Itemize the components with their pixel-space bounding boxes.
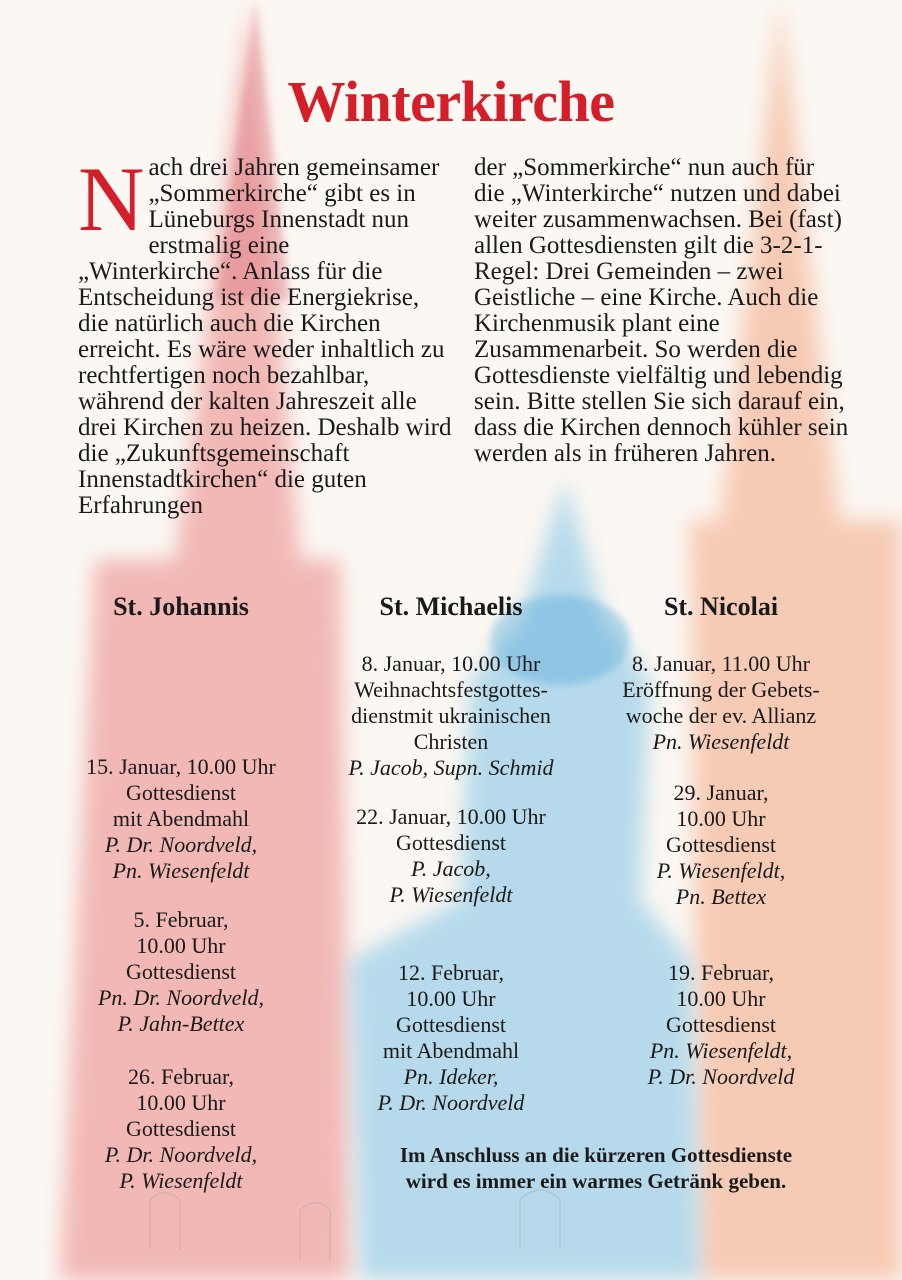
event-ministers-2: P. Jahn-Bettex: [117, 1011, 245, 1036]
event-ministers-2: P. Wiesenfeldt: [389, 882, 513, 907]
dropcap-letter: N: [78, 148, 145, 250]
intro-text-left: ach drei Jahren gemeinsamer „Sommerkirche“ gibt es in Lüneburgs Innenstadt nun erstmalig eine „Winterkirche“. Anlass für die Entscheidung ist die Energiekrise, die natürlich auch die Kirchen erreicht. Es wäre weder inhaltlich zu rechtfertigen noch bezahlbar, während der kalten Jahreszeit alle drei Kirchen zu heizen. Deshalb wird die „Zukunftsgemeinschaft Innenstadtkirchen“ die guten Erfahrungen: [78, 154, 452, 519]
event-ministers-2: P. Dr. Noordveld: [647, 1064, 795, 1089]
page-title: Winterkirche: [287, 69, 615, 134]
closing-line-2: wird es immer ein warmes Getränk geben.: [405, 1169, 787, 1193]
event-ministers: P. Dr. Noordveld,: [104, 832, 258, 857]
event-time: 10.00 Uhr: [676, 806, 766, 831]
closing-note: [336, 1142, 856, 1194]
event-ministers-2: P. Dr. Noordveld: [377, 1090, 525, 1115]
event-date: 12. Februar,: [397, 960, 505, 985]
event-ministers: P. Jacob,: [411, 856, 491, 881]
event-nicolai-3: [601, 960, 841, 1090]
event-service-3: Christen: [413, 729, 489, 754]
event-date: 22. Januar, 10.00 Uhr: [356, 804, 546, 829]
intro-column-right: [474, 155, 850, 467]
church-heading-johannis: St. Johannis: [113, 592, 249, 621]
event-service: Gottesdienst: [396, 830, 506, 855]
event-date: 26. Februar,: [127, 1064, 235, 1089]
church-heading-nicolai: St. Nicolai: [663, 592, 779, 621]
event-service: Gottesdienst: [666, 832, 776, 857]
event-nicolai-1: [601, 651, 841, 755]
event-ministers: Pn. Ideker,: [403, 1064, 499, 1089]
event-michaelis-3: [331, 960, 571, 1116]
event-ministers-2: P. Wiesenfeldt: [119, 1168, 243, 1193]
church-heading-michaelis: St. Michaelis: [379, 592, 523, 621]
event-service: Gottesdienst: [666, 1012, 776, 1037]
event-ministers: P. Dr. Noordveld,: [104, 1142, 258, 1167]
event-ministers-2: Pn. Wiesenfeldt: [112, 858, 250, 883]
event-extra: mit Abendmahl: [382, 1038, 520, 1063]
event-michaelis-2: [331, 804, 571, 908]
event-ministers: Pn. Wiesenfeldt: [652, 729, 790, 754]
event-johannis-2: [61, 907, 301, 1037]
event-date: 15. Januar, 10.00 Uhr: [86, 754, 276, 779]
event-date: 8. Januar, 11.00 Uhr: [632, 651, 810, 676]
event-service: Gottesdienst: [396, 1012, 506, 1037]
event-extra: mit Abendmahl: [112, 806, 250, 831]
event-johannis-1: [61, 754, 301, 884]
event-time: 10.00 Uhr: [136, 1090, 226, 1115]
event-service-2: woche der ev. Allianz: [625, 703, 817, 728]
event-ministers: P. Jacob, Supn. Schmid: [348, 755, 554, 780]
event-ministers: P. Wiesenfeldt,: [656, 858, 786, 883]
event-date: 19. Februar,: [667, 960, 775, 985]
event-nicolai-2: [601, 780, 841, 910]
event-date: 5. Februar,: [133, 907, 229, 932]
event-date: 29. Januar,: [673, 780, 769, 805]
event-service: Gottesdienst: [126, 959, 236, 984]
event-time: 10.00 Uhr: [676, 986, 766, 1011]
event-time: 10.00 Uhr: [406, 986, 496, 1011]
event-service-2: dienstmit ukrainischen: [351, 703, 551, 728]
event-johannis-3: [61, 1064, 301, 1194]
event-date: 8. Januar, 10.00 Uhr: [361, 651, 541, 676]
event-service: Gottesdienst: [126, 780, 236, 805]
event-service: Weihnachtsfestgottes-: [354, 677, 548, 702]
event-service: Gottesdienst: [126, 1116, 236, 1141]
event-ministers: Pn. Wiesenfeldt,: [649, 1038, 793, 1063]
intro-text-right: der „Sommerkirche“ nun auch für die „Winterkirche“ nutzen und dabei weiter zusammenwachsen. Bei (fast) allen Gottesdiensten gilt die 3-2-1-Regel: Drei Gemeinden – zwei Geistliche – eine Kirche. Auch die Kirchenmusik plant eine Zusammenarbeit. So werden die Gottesdienste vielfältig und lebendig sein. Bitte stellen Sie sich darauf ein, dass die Kirchen dennoch kühler sein werden als in früheren Jahren.: [474, 154, 849, 467]
event-ministers-2: Pn. Bettex: [675, 884, 767, 909]
event-michaelis-1: [331, 651, 571, 781]
event-service: Eröffnung der Gebets-: [622, 677, 820, 702]
event-time: 10.00 Uhr: [136, 933, 226, 958]
event-ministers: Pn. Dr. Noordveld,: [97, 985, 264, 1010]
intro-column-left: [78, 148, 454, 519]
closing-line-1: Im Anschluss an die kürzeren Gottesdienste: [399, 1143, 793, 1167]
